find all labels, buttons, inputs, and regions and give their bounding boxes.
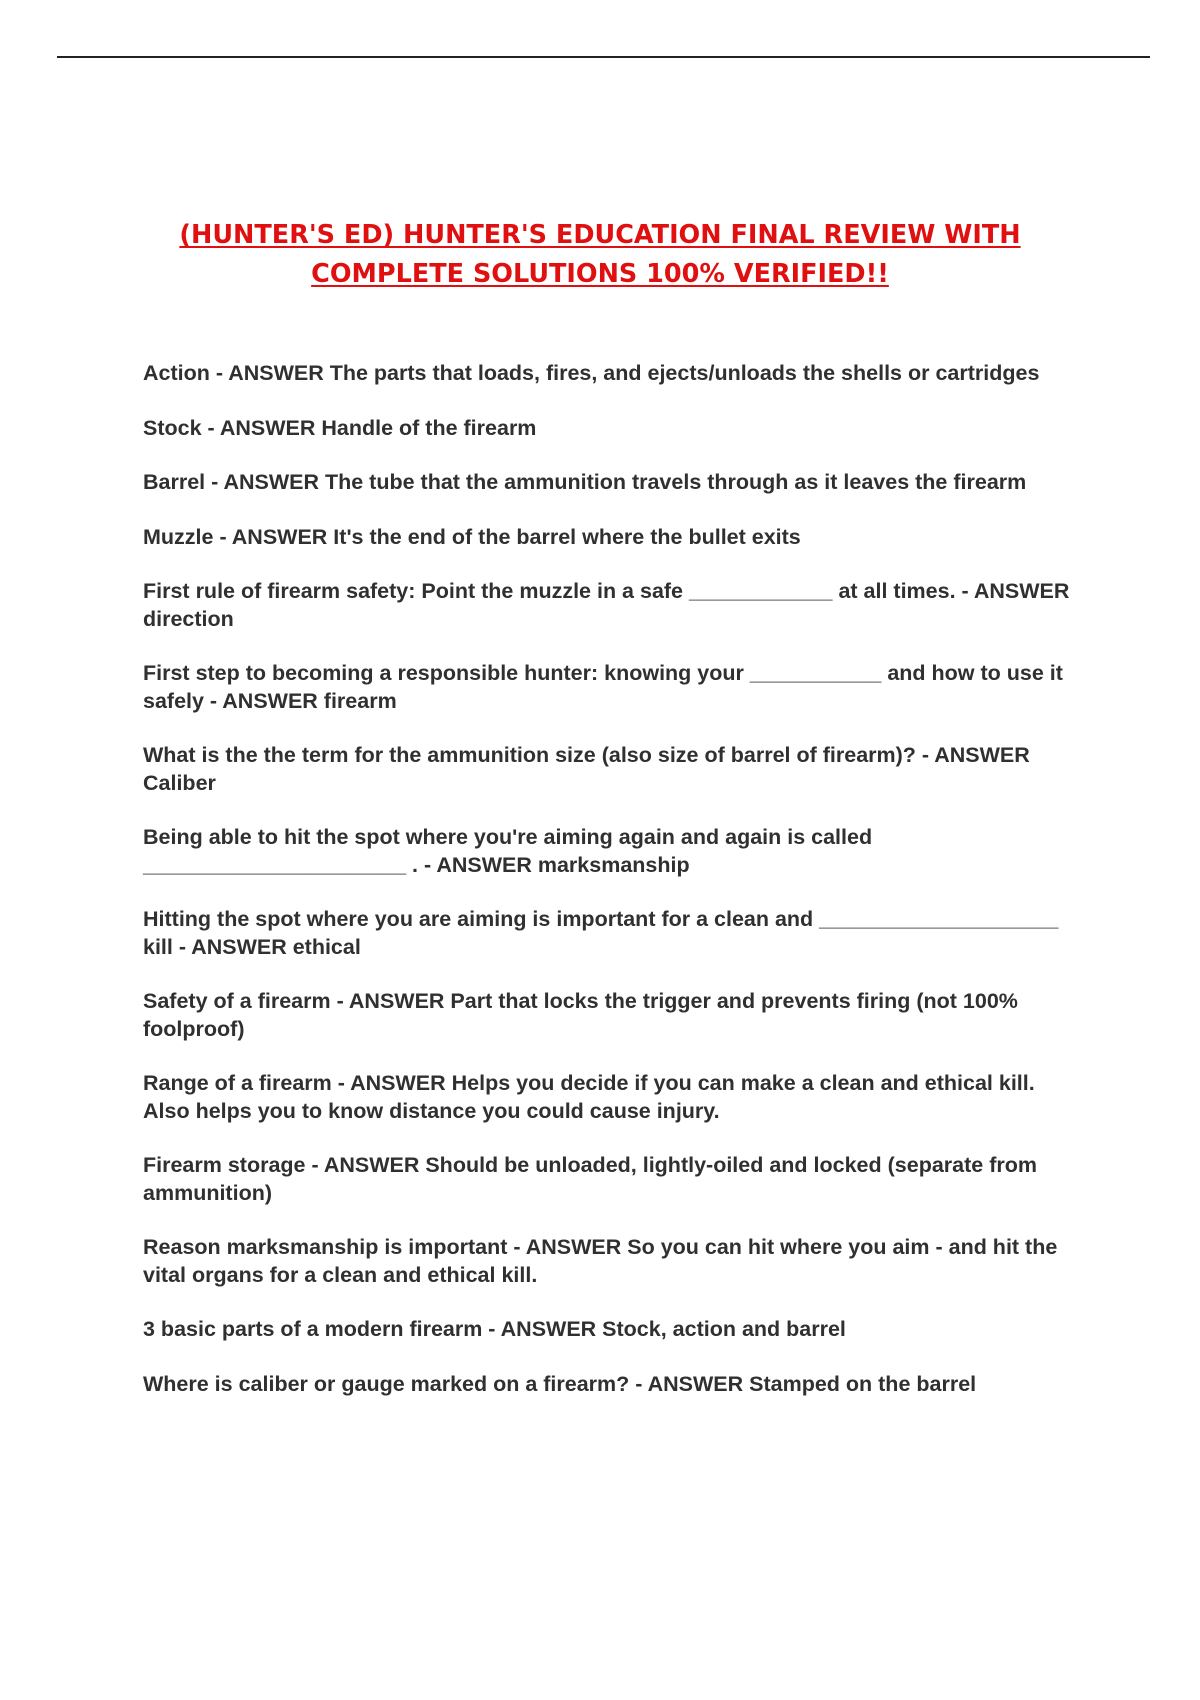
qa-item: What is the the term for the ammunition size (also size of barrel of firearm)? - ANSWER Caliber (143, 743, 1030, 795)
qa-item: Barrel - ANSWER The tube that the ammunition travels through as it leaves the firearm (143, 470, 1027, 494)
qa-item: Action - ANSWER The parts that loads, fires, and ejects/unloads the shells or cartridges (143, 361, 1040, 385)
qa-item: Being able to hit the spot where you're aiming again and again is called ______________________ . - ANSWER marksmanship (143, 825, 873, 877)
qa-item: Stock - ANSWER Handle of the firearm (143, 415, 537, 440)
qa-item: First rule of firearm safety: Point the muzzle in a safe ____________ at all times. - ANSWER direction (143, 579, 1070, 631)
document-title (130, 216, 1070, 294)
qa-item: Where is caliber or gauge marked on a firearm? - ANSWER Stamped on the barrel (143, 1371, 977, 1396)
qa-item: First step to becoming a responsible hunter: knowing your ___________ and how to use it safely - ANSWER firearm (143, 661, 1063, 713)
qa-item: 3 basic parts of a modern firearm - ANSWER Stock, action and barrel (143, 1317, 846, 1341)
document-title-line-1: (HUNTER'S ED) HUNTER'S EDUCATION FINAL REVIEW WITH (179, 220, 1021, 250)
top-rule (57, 56, 1150, 58)
qa-item: Range of a firearm - ANSWER Helps you decide if you can make a clean and ethical kill. Also helps you to know distance you could cause injury. (143, 1071, 1035, 1123)
qa-item: Hitting the spot where you are aiming is important for a clean and ____________________ kill - ANSWER ethical (143, 907, 1059, 959)
qa-item: Reason marksmanship is important - ANSWER So you can hit where you aim - and hit the vital organs for a clean and ethical kill. (143, 1235, 1058, 1287)
qa-item: Muzzle - ANSWER It's the end of the barrel where the bullet exits (143, 524, 801, 549)
qa-item: Firearm storage - ANSWER Should be unloaded, lightly-oiled and locked (separate from ammunition) (143, 1153, 1037, 1205)
qa-list (143, 360, 1073, 1425)
document-title-line-2: COMPLETE SOLUTIONS 100% VERIFIED!! (311, 259, 889, 289)
qa-item: Safety of a firearm - ANSWER Part that locks the trigger and prevents firing (not 100% foolproof) (143, 989, 1018, 1041)
